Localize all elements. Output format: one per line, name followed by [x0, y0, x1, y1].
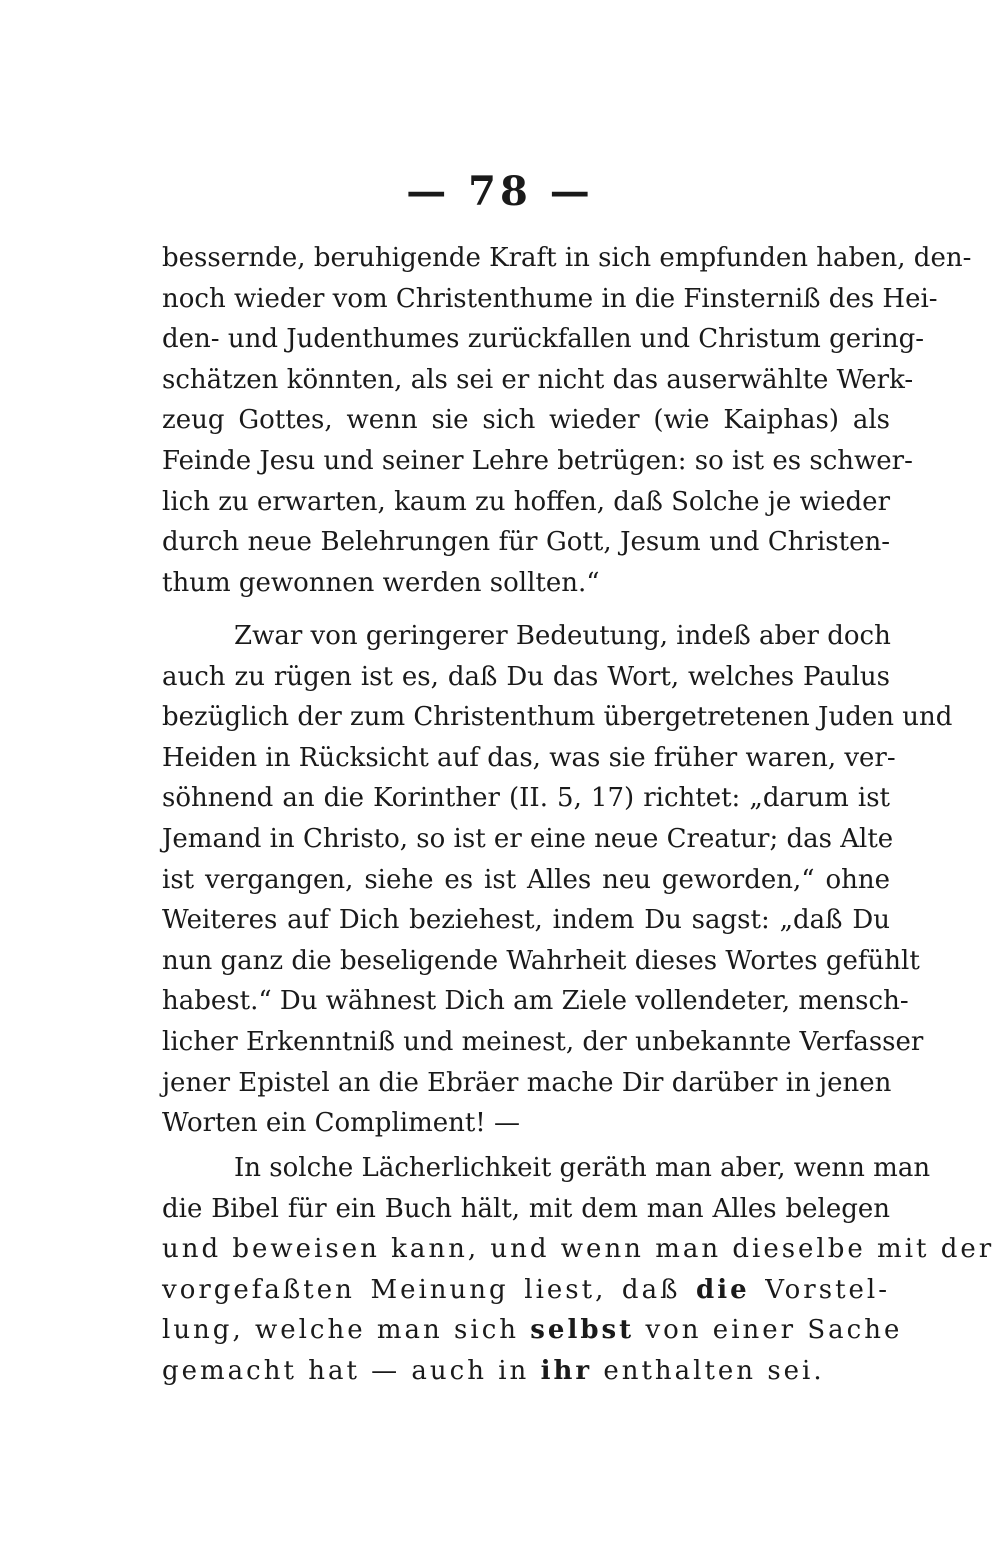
text-line: In solche Lächerlichkeit geräth man aber, wenn man — [234, 1153, 931, 1183]
text-segment: vorgefaßten Meinung liest, daß — [162, 1274, 697, 1305]
text-line: die Bibel für ein Buch hält, mit dem man Alles belegen — [162, 1193, 890, 1224]
text-line: bezüglich der zum Christenthum übergetretenen Juden und — [162, 702, 953, 733]
text-segment: enthalten sei. — [592, 1355, 825, 1386]
text-line — [162, 1351, 890, 1392]
text-line: auch zu rügen ist es, daß Du das Wort, welches Paulus — [162, 661, 890, 692]
text-segment: lung, welche man sich — [162, 1315, 531, 1346]
text-line: Feinde Jesu und seiner Lehre betrügen: so ist es schwer- — [162, 445, 913, 476]
text-line: durch neue Belehrungen für Gott, Jesum und Christen- — [162, 527, 890, 558]
text-line: Zwar von geringerer Bedeutung, indeß aber doch — [234, 621, 891, 651]
paragraph-1 — [162, 238, 972, 603]
text-segment: gemacht hat — auch in — [162, 1355, 541, 1386]
emphasized-word: selbst — [530, 1315, 635, 1346]
text-line: jener Epistel an die Ebräer mache Dir darüber in jenen — [162, 1067, 892, 1098]
text-line: Worten ein Compliment! — — [162, 1108, 521, 1139]
text-line: zeug Gottes, wenn sie sich wieder (wie Kaiphas) als — [162, 405, 890, 436]
text-line: Heiden in Rücksicht auf das, was sie früher waren, ver- — [162, 742, 896, 773]
text-line: bessernde, beruhigende Kraft in sich empfunden haben, den- — [162, 243, 972, 273]
text-line: den- und Judenthumes zurückfallen und Christum gering- — [162, 324, 925, 355]
text-line: thum gewonnen werden sollten.“ — [162, 567, 600, 598]
text-line: schätzen könnten, als sei er nicht das auserwählte Werk- — [162, 364, 914, 395]
text-line: und beweisen kann, und wenn man dieselbe mit der — [162, 1234, 995, 1265]
paragraph-3 — [162, 1148, 995, 1392]
text-line: Jemand in Christo, so ist er eine neue Creatur; das Alte — [162, 823, 894, 854]
text-line — [162, 1310, 903, 1351]
text-line: habest.“ Du wähnest Dich am Ziele vollendeter, mensch- — [162, 986, 909, 1017]
text-segment: Vorstel- — [749, 1274, 891, 1305]
text-line: lich zu erwarten, kaum zu hoffen, daß Solche je wieder — [162, 486, 890, 517]
page-number: — 78 — — [406, 168, 594, 215]
text-line — [162, 1270, 890, 1311]
emphasized-word: die — [696, 1274, 750, 1305]
paragraph-2 — [162, 616, 953, 1144]
text-line: nun ganz die beseligende Wahrheit dieses Wortes gefühlt — [162, 945, 920, 976]
text-line: söhnend an die Korinther (II. 5, 17) richtet: „darum ist — [162, 783, 890, 814]
text-line: Weiteres auf Dich beziehest, indem Du sagst: „daß Du — [162, 905, 890, 936]
text-line: ist vergangen, siehe es ist Alles neu geworden,“ ohne — [162, 864, 890, 895]
text-line: noch wieder vom Christenthume in die Finsterniß des Hei- — [162, 283, 938, 314]
text-line: licher Erkenntniß und meinest, der unbekannte Verfasser — [162, 1026, 924, 1057]
text-segment: von einer Sache — [634, 1315, 903, 1346]
emphasized-word: ihr — [540, 1355, 593, 1386]
